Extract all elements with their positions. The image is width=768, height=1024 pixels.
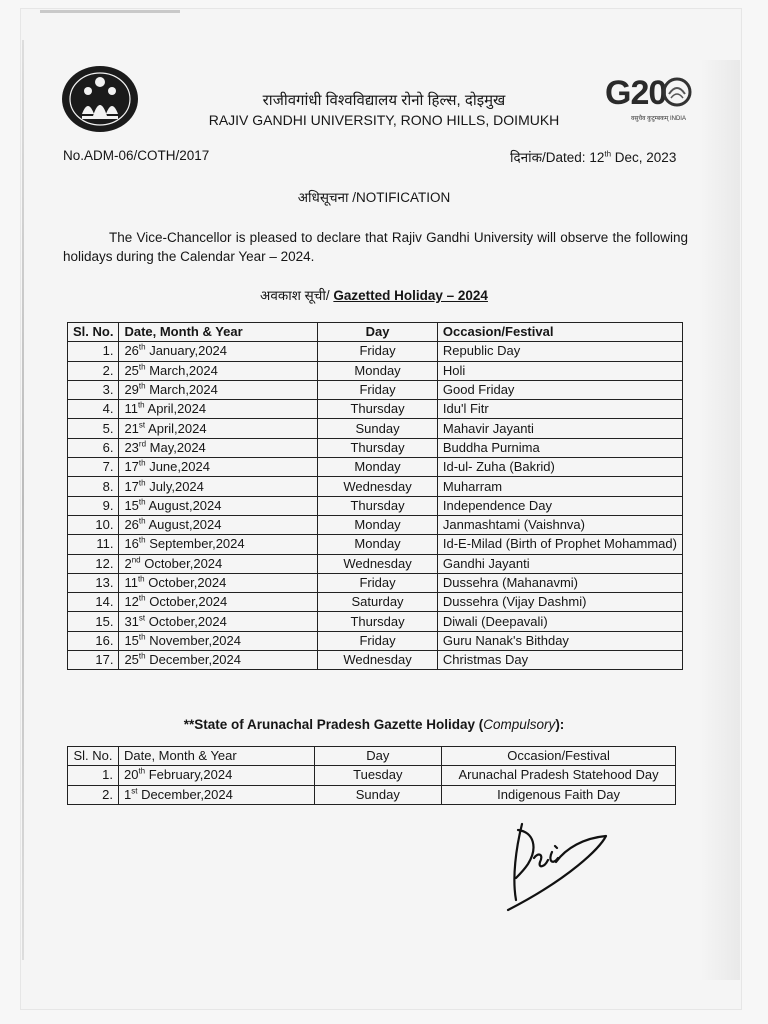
table-row (68, 554, 683, 573)
date-cell (119, 593, 318, 612)
heading-italic: Compulsory (483, 717, 556, 732)
occasion-cell: Good Friday (437, 380, 682, 399)
date-day: 26 (124, 517, 139, 533)
serial-number-cell: 2. (68, 785, 119, 804)
table-row (68, 785, 676, 804)
date-cell (119, 535, 318, 554)
serial-number-cell: 9. (68, 496, 119, 515)
day-cell: Friday (318, 631, 438, 650)
occasion-cell: Arunachal Pradesh Statehood Day (442, 766, 676, 785)
date-cell (119, 515, 318, 534)
serial-number-cell: 10. (68, 515, 119, 534)
date-suffix: rd (138, 439, 147, 449)
serial-number-cell: 16. (68, 631, 119, 650)
day-cell: Sunday (318, 419, 438, 438)
serial-number-cell: 14. (68, 593, 119, 612)
serial-number-cell: 4. (68, 400, 119, 419)
table-row (68, 458, 683, 477)
date-day: 17 (124, 478, 139, 494)
day-cell: Friday (318, 342, 438, 361)
day-cell: Thursday (318, 612, 438, 631)
table-row (68, 438, 683, 457)
date-month-year: August,2024 (145, 497, 222, 513)
table-row (68, 496, 683, 515)
occasion-cell: Idu'l Fitr (437, 400, 682, 419)
table-row (68, 766, 676, 785)
date-cell (119, 612, 318, 631)
occasion-cell: Republic Day (437, 342, 682, 361)
date-cell (119, 342, 318, 361)
occasion-cell: Janmashtami (Vaishnva) (437, 515, 682, 534)
gazetted-holiday-table (67, 322, 683, 670)
date-suffix: th (137, 574, 145, 584)
date-day: 15 (124, 497, 139, 513)
column-header: Date, Month & Year (118, 747, 314, 766)
occasion-cell: Id-E-Milad (Birth of Prophet Mohammad) (437, 535, 682, 554)
date-cell (119, 554, 318, 573)
occasion-cell: Mahavir Jayanti (437, 419, 682, 438)
date-month-year: February,2024 (145, 767, 233, 783)
date-day: 23 (124, 439, 139, 455)
occasion-cell: Diwali (Deepavali) (437, 612, 682, 631)
date-month-year: July,2024 (145, 478, 204, 494)
date-day: 31 (124, 613, 139, 629)
date-month-year: October,2024 (140, 555, 223, 571)
date-day: 25 (124, 652, 139, 668)
serial-number-cell: 12. (68, 554, 119, 573)
gazetted-holiday-heading (0, 286, 748, 304)
date-month-year: October,2024 (145, 594, 228, 610)
table-row (68, 361, 683, 380)
serial-number-cell: 1. (68, 766, 119, 785)
date-suffix: th (138, 497, 146, 507)
date-month-year: October,2024 (145, 613, 227, 629)
notification-body: The Vice-Chancellor is pleased to declare that Rajiv Gandhi University will observe the following holidays during the Calendar Year – 2024. (63, 230, 688, 264)
g20-logo-subtext: वसुधैव कुटुम्बकम् INDIA (631, 116, 686, 122)
date-suffix: th (138, 516, 146, 526)
table-row (68, 593, 683, 612)
serial-number-cell: 15. (68, 612, 119, 631)
serial-number-cell: 17. (68, 651, 119, 670)
date-month-year: March,2024 (145, 382, 218, 398)
date-month-year: September,2024 (145, 536, 245, 552)
occasion-cell: Independence Day (437, 496, 682, 515)
date-day: 17 (124, 459, 139, 475)
date-cell (119, 458, 318, 477)
day-cell: Thursday (318, 438, 438, 457)
serial-number-cell: 6. (68, 438, 119, 457)
day-cell: Monday (318, 515, 438, 534)
date-month-year: November,2024 (145, 632, 241, 648)
heading-english: Gazetted Holiday – 2024 (333, 288, 488, 303)
date-month-year: August,2024 (145, 517, 222, 533)
date-cell (119, 438, 318, 457)
dated-label: दिनांक/Dated: (510, 150, 586, 165)
date-month-year: January,2024 (145, 343, 228, 359)
date-suffix: nd (131, 555, 141, 565)
date-suffix: th (138, 632, 146, 642)
reference-number: No.ADM-06/COTH/2017 (63, 148, 210, 163)
heading-bold: **State of Arunachal Pradesh Gazette Holiday (183, 717, 476, 732)
date-suffix: th (138, 478, 146, 488)
occasion-cell: Muharram (437, 477, 682, 496)
day-cell: Monday (318, 361, 438, 380)
occasion-cell: Dussehra (Mahanavmi) (437, 573, 682, 592)
date-cell (118, 785, 314, 804)
date-day: 16 (124, 536, 139, 552)
date-day: 1 (123, 786, 132, 802)
day-cell: Thursday (318, 400, 438, 419)
date-month-year: March,2024 (145, 362, 218, 378)
date-suffix: th (138, 767, 146, 777)
occasion-cell: Holi (437, 361, 682, 380)
date-month-year: April,2024 (145, 420, 207, 436)
date-suffix: st (138, 613, 146, 623)
table-header-row (68, 323, 683, 342)
university-name-english: RAJIV GANDHI UNIVERSITY, RONO HILLS, DOIMUKH (208, 112, 560, 128)
day-cell: Friday (318, 573, 438, 592)
signature (500, 818, 615, 913)
date-rest: Dec, 2023 (611, 150, 677, 165)
table-row (68, 342, 683, 361)
table-header-row (68, 747, 676, 766)
serial-number-cell: 13. (68, 573, 119, 592)
date-day: 21 (124, 420, 139, 436)
day-cell: Saturday (318, 593, 438, 612)
dated-line (510, 148, 676, 166)
date-day: 26 (124, 343, 139, 359)
occasion-cell: Dussehra (Vijay Dashmi) (437, 593, 682, 612)
date-cell (119, 496, 318, 515)
date-day: 12 (124, 594, 139, 610)
table-row (68, 535, 683, 554)
date-day: 2 (124, 555, 132, 571)
notification-title: अधिसूचना /NOTIFICATION (297, 190, 451, 205)
occasion-cell: Id-ul- Zuha (Bakrid) (437, 458, 682, 477)
day-cell: Friday (318, 380, 438, 399)
column-header: Day (318, 323, 438, 342)
table-row (68, 515, 683, 534)
date-cell (119, 631, 318, 650)
date-month-year: October,2024 (144, 575, 227, 590)
day-cell: Monday (318, 535, 438, 554)
day-cell: Monday (318, 458, 438, 477)
column-header: Occasion/Festival (437, 323, 682, 342)
day-cell: Sunday (314, 785, 442, 804)
date-cell (119, 361, 318, 380)
occasion-cell: Guru Nanak's Bithday (437, 631, 682, 650)
serial-number-cell: 1. (68, 342, 119, 361)
heading-hindi: अवकाश सूची/ (260, 288, 330, 303)
table-row (68, 631, 683, 650)
day-cell: Wednesday (318, 554, 438, 573)
date-month-year: June,2024 (145, 459, 210, 475)
date-cell (118, 766, 314, 785)
table-row (68, 573, 683, 592)
date-cell (119, 477, 318, 496)
scan-edge-left (22, 40, 24, 960)
serial-number-cell: 2. (68, 361, 119, 380)
table-row (68, 400, 683, 419)
date-suffix: th (138, 362, 146, 372)
occasion-cell: Indigenous Faith Day (442, 785, 676, 804)
occasion-cell: Christmas Day (437, 651, 682, 670)
date-suffix: st (138, 420, 146, 430)
date-day: 12 (589, 150, 605, 165)
table-row (68, 380, 683, 399)
date-cell (119, 651, 318, 670)
state-holiday-table (67, 746, 676, 805)
serial-number-cell: 3. (68, 380, 119, 399)
column-header: Date, Month & Year (119, 323, 318, 342)
date-day: 11 (124, 575, 138, 590)
date-suffix: st (131, 786, 138, 796)
table-row (68, 651, 683, 670)
g20-logo-text: G20 (605, 74, 667, 112)
date-day: 11 (124, 401, 138, 417)
serial-number-cell: 8. (68, 477, 119, 496)
date-suffix: th (138, 381, 146, 391)
serial-number-cell: 7. (68, 458, 119, 477)
table-row (68, 477, 683, 496)
column-header: Sl. No. (68, 747, 119, 766)
date-suffix: th (138, 536, 146, 546)
column-header: Day (314, 747, 442, 766)
column-header: Occasion/Festival (442, 747, 676, 766)
date-suffix: th (604, 149, 612, 159)
date-cell (119, 573, 318, 592)
date-day: 20 (123, 767, 139, 783)
date-cell (119, 419, 318, 438)
date-cell (119, 400, 318, 419)
date-suffix: th (138, 651, 146, 661)
university-name-hindi: राजीवगांधी विश्वविद्यालय रोनो हिल्स, दोइमुख (262, 92, 506, 109)
date-month-year: May,2024 (146, 439, 206, 455)
table-row (68, 419, 683, 438)
date-suffix: th (138, 593, 146, 603)
date-suffix: th (137, 401, 145, 410)
day-cell: Tuesday (314, 766, 442, 785)
date-suffix: th (138, 343, 146, 353)
date-month-year: April,2024 (144, 401, 207, 417)
date-month-year: December,2024 (145, 652, 241, 668)
day-cell: Wednesday (318, 651, 438, 670)
serial-number-cell: 11. (68, 535, 119, 554)
day-cell: Wednesday (318, 477, 438, 496)
date-month-year: December,2024 (137, 786, 233, 802)
day-cell: Thursday (318, 496, 438, 515)
date-suffix: th (138, 458, 146, 468)
table-row (68, 612, 683, 631)
date-day: 25 (124, 362, 139, 378)
column-header: Sl. No. (68, 323, 119, 342)
state-holiday-heading: **State of Arunachal Pradesh Gazette Holiday (Compulsory): (183, 717, 565, 732)
date-cell (119, 380, 318, 399)
date-day: 29 (124, 382, 139, 398)
date-day: 15 (124, 632, 139, 648)
occasion-cell: Gandhi Jayanti (437, 554, 682, 573)
serial-number-cell: 5. (68, 419, 119, 438)
scan-edge (40, 10, 180, 13)
occasion-cell: Buddha Purnima (437, 438, 682, 457)
